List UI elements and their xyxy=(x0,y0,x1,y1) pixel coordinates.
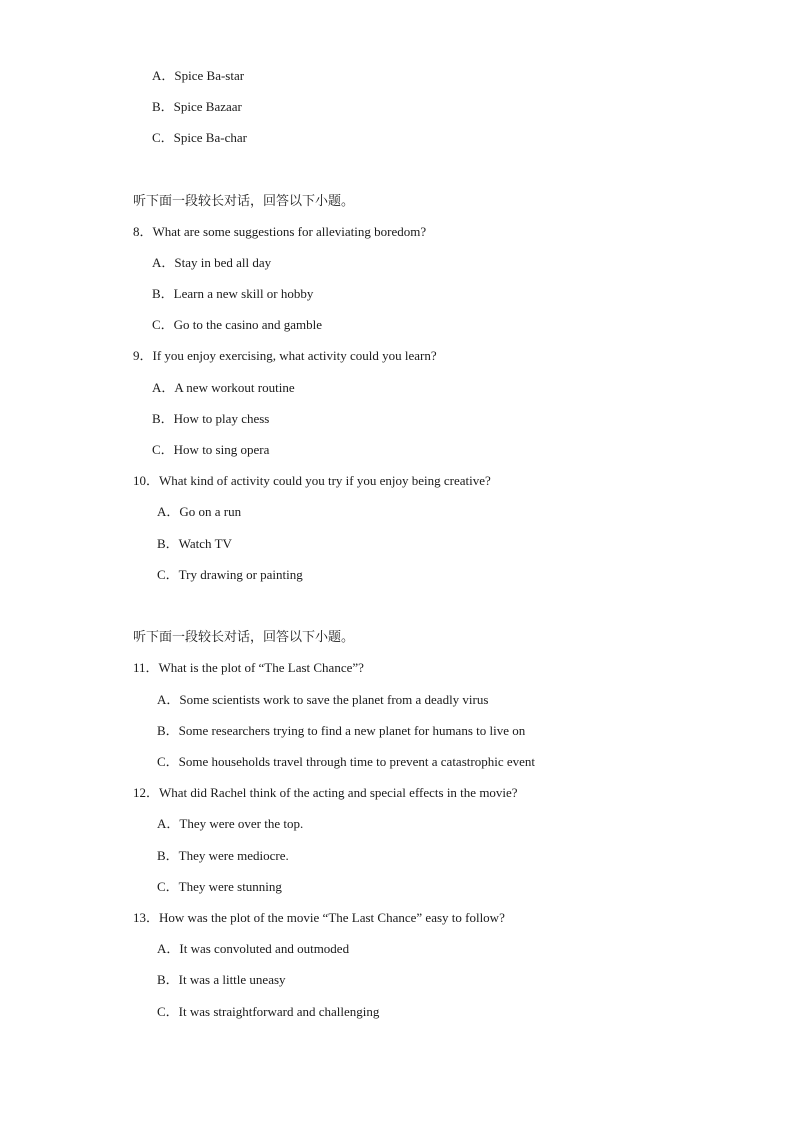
section-header: 听下面一段较长对话，回答以下小题。 xyxy=(133,629,355,644)
question-8-stem: 8．What are some suggestions for alleviating boredom? xyxy=(133,224,427,239)
question-13-option-a: A．It was convoluted and outmoded xyxy=(157,941,350,956)
option-b: B．Spice Bazaar xyxy=(152,99,242,114)
question-11-option-c: C．Some households travel through time to prevent a catastrophic event xyxy=(157,754,535,769)
question-13-stem: 13．How was the plot of the movie “The Last Chance” easy to follow? xyxy=(133,910,505,925)
option-c: C．Spice Ba-char xyxy=(152,130,247,145)
question-9-option-c: C．How to sing opera xyxy=(152,442,270,457)
question-11-option-a: A．Some scientists work to save the planet from a deadly virus xyxy=(157,692,489,707)
question-10-option-a: A．Go on a run xyxy=(157,504,242,519)
question-12-stem: 12．What did Rachel think of the acting and special effects in the movie? xyxy=(133,785,518,800)
question-10-stem: 10．What kind of activity could you try if you enjoy being creative? xyxy=(133,473,491,488)
question-9-option-a: A．A new workout routine xyxy=(152,380,295,395)
question-12-option-a: A．They were over the top. xyxy=(157,816,304,831)
question-13-option-b: B．It was a little uneasy xyxy=(157,972,286,987)
section-header: 听下面一段较长对话，回答以下小题。 xyxy=(133,193,355,208)
question-9-option-b: B．How to play chess xyxy=(152,411,270,426)
question-11-stem: 11．What is the plot of “The Last Chance”? xyxy=(133,660,364,675)
question-10-option-c: C．Try drawing or painting xyxy=(157,567,303,582)
question-11-option-b: B．Some researchers trying to find a new planet for humans to live on xyxy=(157,723,526,738)
question-12-option-b: B．They were mediocre. xyxy=(157,848,289,863)
question-12-option-c: C．They were stunning xyxy=(157,879,282,894)
question-10-option-b: B．Watch TV xyxy=(157,536,232,551)
option-a: A．Spice Ba-star xyxy=(152,68,245,83)
question-8-option-a: A．Stay in bed all day xyxy=(152,255,272,270)
question-13-option-c: C．It was straightforward and challenging xyxy=(157,1004,380,1019)
question-8-option-b: B．Learn a new skill or hobby xyxy=(152,286,314,301)
question-9-stem: 9．If you enjoy exercising, what activity could you learn? xyxy=(133,348,437,363)
question-8-option-c: C．Go to the casino and gamble xyxy=(152,317,323,332)
